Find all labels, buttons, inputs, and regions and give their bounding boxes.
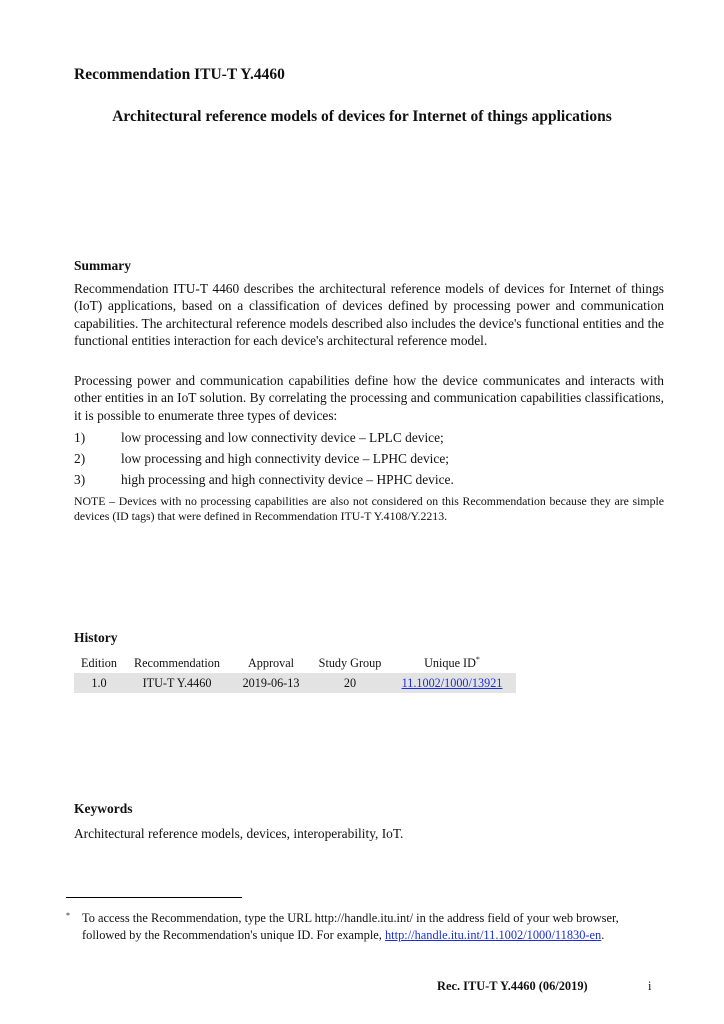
keywords-text: Architectural reference models, devices, interoperability, IoT. [74, 826, 404, 841]
history-table [74, 653, 516, 693]
column-header-recommendation: Recommendation [134, 655, 220, 670]
footer-reference: Rec. ITU-T Y.4460 (06/2019) [437, 979, 588, 993]
document-title: Architectural reference models of devices for Internet of things applications [112, 108, 612, 125]
cell-unique-id [388, 673, 516, 693]
footnote-divider [66, 897, 242, 898]
list-item-number: 1) [74, 430, 86, 445]
list-item-text: low processing and high connectivity device – LPHC device; [121, 451, 449, 466]
summary-paragraph-2: Processing power and communication capabilities define how the device communicates and interacts with other entities in an IoT solution. By correlating the processing and communication capabilities classifications, it is possible to enumerate three types of devices: [74, 373, 664, 423]
column-header-approval: Approval [247, 655, 295, 670]
list-item-text: low processing and low connectivity device – LPLC device; [121, 430, 444, 445]
column-header-unique-id [388, 653, 516, 673]
history-heading: History [74, 630, 118, 645]
history-header-row [74, 653, 516, 673]
list-item-number: 3) [74, 472, 86, 487]
summary-heading: Summary [74, 258, 131, 273]
footnote-mark: * [66, 911, 70, 920]
table-row [74, 673, 516, 693]
column-header-edition: Edition [81, 655, 117, 670]
list-item-number: 2) [74, 451, 86, 466]
recommendation-title: Recommendation ITU-T Y.4460 [74, 66, 285, 83]
unique-id-label: Unique ID [424, 655, 476, 670]
list-item-text: high processing and high connectivity device – HPHC device. [121, 472, 454, 487]
footnote-text-after: . [601, 928, 605, 942]
footnote-reference-mark: * [475, 654, 480, 664]
cell-edition: 1.0 [74, 673, 124, 693]
page-number: i [648, 979, 652, 993]
keywords-heading: Keywords [74, 801, 133, 816]
cell-study-group: 20 [312, 673, 388, 693]
list-item [74, 471, 664, 488]
list-item [74, 450, 664, 467]
summary-paragraph-1: Recommendation ITU-T 4460 describes the architectural reference models of devices for Internet of things (IoT) applications, based on a classification of devices defined by processing power and communication capabilities. The architectural reference models described also includes the device's functional entities and the functional entities interaction for each device's architectural reference model. [74, 281, 664, 349]
footnote-text [82, 910, 662, 944]
summary-note: NOTE – Devices with no processing capabilities are also not considered on this Recommendation because they are simple devices (ID tags) that were defined in Recommendation ITU-T Y.4108/Y.2213. [74, 494, 664, 524]
cell-recommendation: ITU-T Y.4460 [124, 673, 230, 693]
column-header-study-group: Study Group [318, 655, 382, 670]
cell-approval: 2019-06-13 [230, 673, 312, 693]
footnote-text-before: To access the Recommendation, type the URL http://handle.itu.int/ in the address field of your web browser, followed by the Recommendation's unique ID. For example, [82, 911, 619, 942]
unique-id-link[interactable]: 11.1002/1000/13921 [401, 675, 503, 690]
list-item [74, 429, 664, 446]
footnote-example-link[interactable]: http://handle.itu.int/11.1002/1000/11830-en [384, 928, 602, 942]
